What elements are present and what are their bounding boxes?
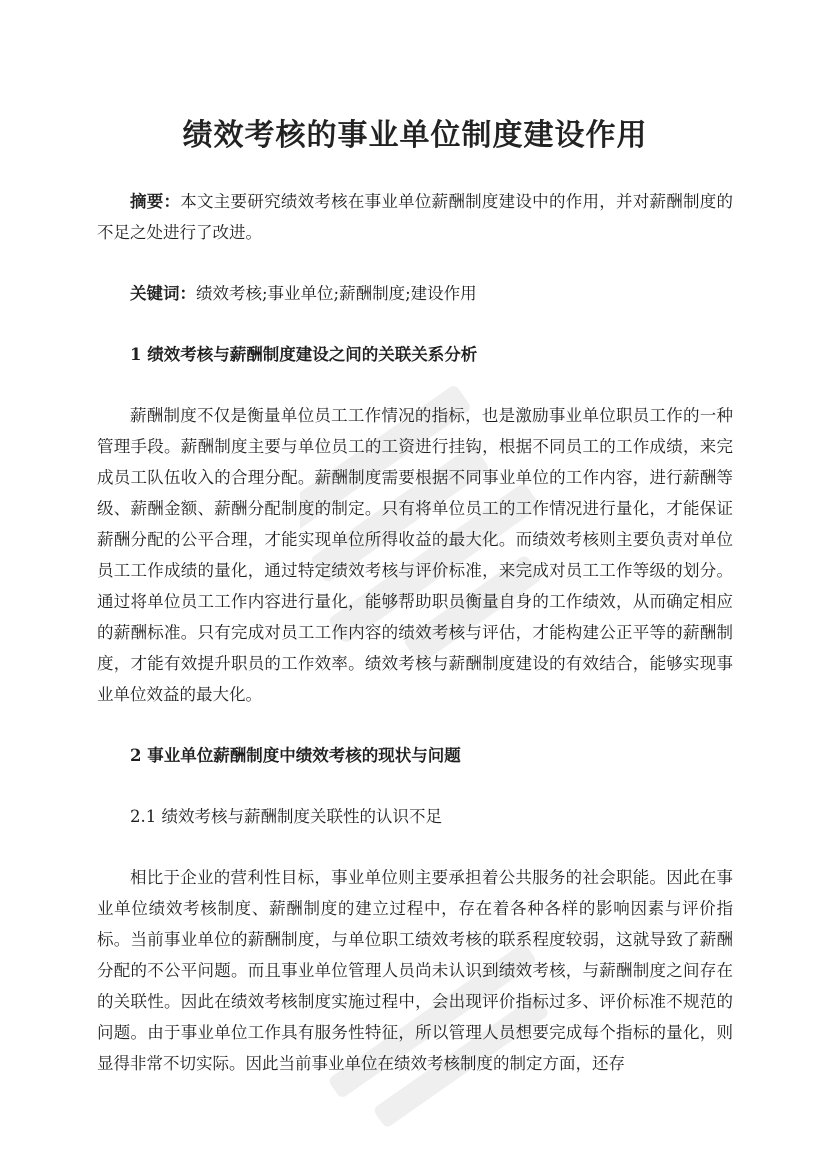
section-2-1-heading: 2.1 绩效考核与薪酬制度关联性的认识不足 [130,807,442,826]
document-body [97,186,733,1079]
keywords-paragraph [97,278,733,309]
section-1-paragraph: 薪酬制度不仅是衡量单位员工工作情况的指标，也是激励事业单位职员工作的一种管理手段。薪酬制度主要与单位员工的工资进行挂钩，根据不同员工的工作成绩，来完成员工队伍收入的合理分配。薪酬制度需要根据不同事业单位的工作内容，进行薪酬等级、薪酬金额、薪酬分配制度的制定。只有将单位员工的工作情况进行量化，才能保证薪酬分配的公平合理，才能实现单位所得收益的最大化。而绩效考核则主要负责对单位员工工作成绩的量化，通过特定绩效考核与评价标准，来完成对员工工作等级的划分。通过将单位员工工作内容进行量化，能够帮助职员衡量自身的工作绩效，从而确定相应的薪酬标准。只有完成对员工工作内容的绩效考核与评估，才能构建公正平等的薪酬制度，才能有效提升职员的工作效率。绩效考核与薪酬制度建设的有效结合，能够实现事业单位效益的最大化。 [97,406,733,704]
abstract-paragraph [97,186,733,248]
section-2-heading: 2 事业单位薪酬制度中绩效考核的现状与问题 [130,746,461,765]
abstract-label: 摘要： [130,192,181,211]
keywords-text: 绩效考核;事业单位;薪酬制度;建设作用 [196,284,477,303]
section-1-heading: 1 绩效考核与薪酬制度建设之间的关联关系分析 [130,345,478,364]
document-title: 绩效考核的事业单位制度建设作用 [182,118,648,153]
abstract-text: 本文主要研究绩效考核在事业单位薪酬制度建设中的作用，并对薪酬制度的不足之处进行了改进。 [97,192,734,242]
keywords-label: 关键词： [130,284,196,303]
section-2-1-paragraph: 相比于企业的营利性目标，事业单位则主要承担着公共服务的社会职能。因此在事业单位绩效考核制度、薪酬制度的建立过程中，存在着各种各样的影响因素与评价指标。当前事业单位的薪酬制度，与单位职工绩效考核的联系程度较弱，这就导致了薪酬分配的不公平问题。而且事业单位管理人员尚未认识到绩效考核，与薪酬制度之间存在的关联性。因此在绩效考核制度实施过程中，会出现评价指标过多、评价标准不规范的问题。由于事业单位工作具有服务性特征，所以管理人员想要完成每个指标的量化，则显得非常不切实际。因此当前事业单位在绩效考核制度的制定方面，还存 [97,868,733,1073]
